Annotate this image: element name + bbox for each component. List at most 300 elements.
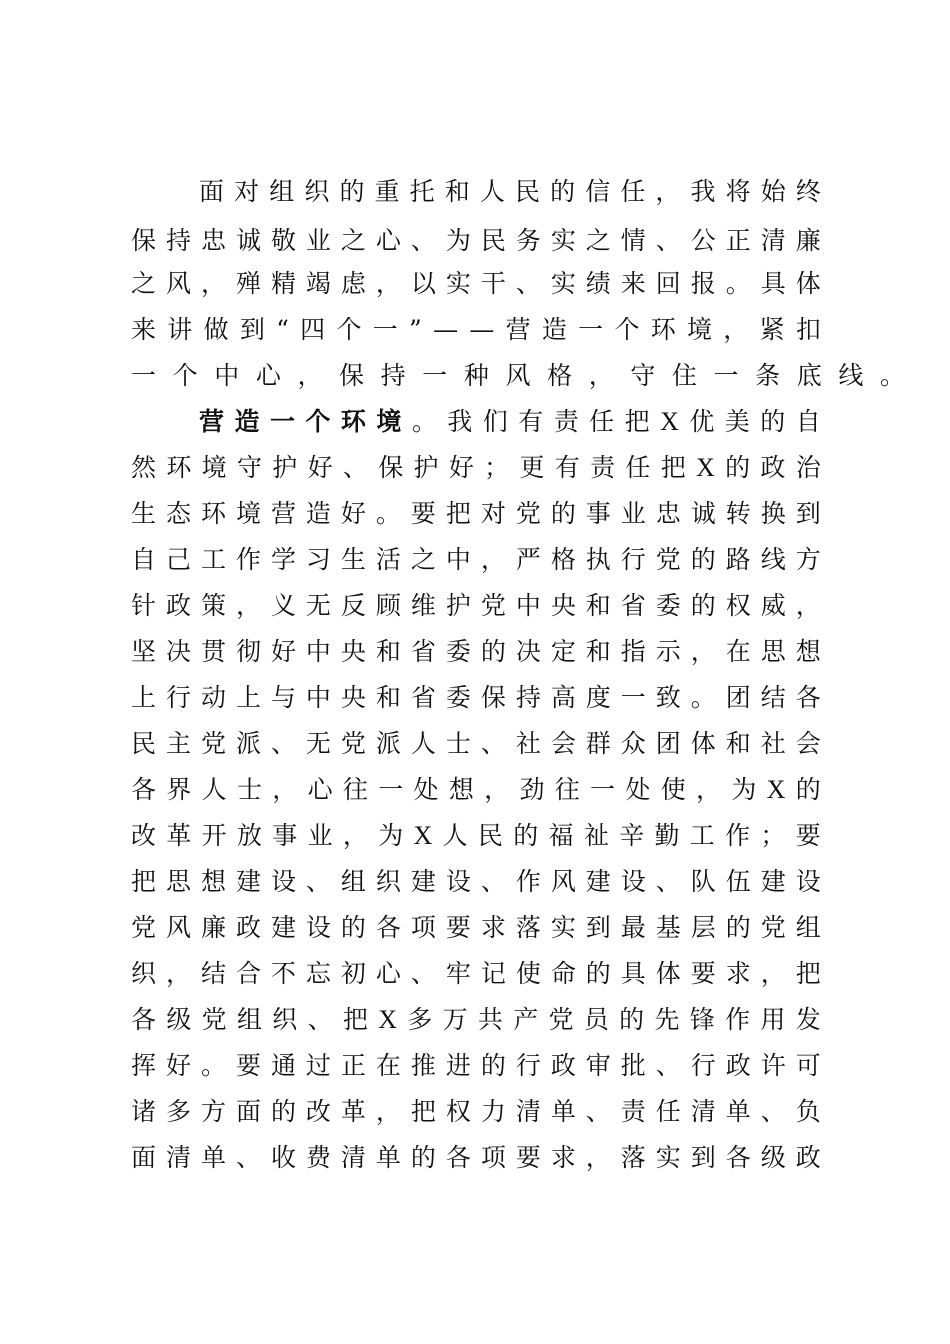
text-line — [131, 867, 821, 897]
glyph: 来 — [620, 269, 646, 298]
glyph: 信 — [585, 177, 611, 206]
glyph: 行 — [690, 1051, 716, 1080]
glyph: 改 — [305, 1097, 331, 1126]
glyph: 精 — [270, 269, 296, 298]
glyph: 殚 — [235, 269, 261, 298]
glyph: 把 — [342, 1005, 368, 1034]
glyph: 把 — [795, 959, 821, 988]
glyph: 始 — [760, 177, 786, 206]
glyph: X — [378, 1005, 397, 1034]
glyph: 、 — [307, 1005, 333, 1034]
glyph: 省 — [410, 637, 436, 666]
glyph: 、 — [480, 729, 506, 758]
glyph: 要 — [795, 821, 821, 850]
glyph: 命 — [550, 959, 576, 988]
glyph: 各 — [725, 1143, 751, 1172]
glyph: 风 — [165, 913, 191, 942]
glyph: 。 — [879, 361, 905, 390]
glyph: 委 — [655, 591, 681, 620]
glyph: 党 — [515, 499, 541, 528]
glyph: 作 — [515, 867, 541, 896]
glyph: 人 — [201, 775, 227, 804]
glyph: 好 — [448, 453, 474, 482]
glyph: 、 — [342, 453, 368, 482]
glyph: 然 — [131, 453, 157, 482]
glyph: ， — [588, 361, 614, 390]
glyph: 敬 — [270, 226, 296, 255]
glyph: 的 — [619, 1005, 645, 1034]
glyph: 想 — [795, 637, 821, 666]
glyph: 队 — [690, 867, 716, 896]
glyph: 定 — [550, 637, 576, 666]
glyph: 改 — [131, 821, 157, 850]
glyph: 组 — [340, 867, 366, 896]
glyph: 在 — [375, 1051, 401, 1080]
glyph: 群 — [585, 729, 611, 758]
glyph: 多 — [165, 1097, 191, 1126]
glyph: 责 — [620, 1097, 646, 1126]
glyph: 人 — [442, 821, 468, 850]
glyph: 要 — [515, 1143, 541, 1172]
glyph: 心 — [375, 959, 401, 988]
text-line — [131, 775, 821, 805]
glyph: 设 — [270, 867, 296, 896]
glyph: 守 — [630, 361, 656, 390]
glyph: 我 — [690, 177, 716, 206]
glyph: 力 — [480, 1097, 506, 1126]
glyph: X — [696, 453, 715, 482]
glyph: 用 — [760, 1005, 786, 1034]
glyph: 报 — [690, 269, 716, 298]
glyph: 环 — [650, 315, 676, 344]
glyph: 活 — [375, 545, 401, 574]
glyph: 处 — [625, 775, 651, 804]
glyph: 环 — [340, 407, 366, 436]
glyph: 党 — [131, 913, 157, 942]
text-line — [131, 226, 821, 256]
glyph: 士 — [445, 729, 471, 758]
glyph: 织 — [131, 959, 157, 988]
glyph: 造 — [234, 407, 260, 436]
glyph: 境 — [687, 315, 713, 344]
glyph: 有 — [554, 453, 580, 482]
glyph: 个 — [172, 361, 198, 390]
text-line — [131, 959, 821, 989]
glyph: 廉 — [200, 913, 226, 942]
glyph: 的 — [513, 821, 539, 850]
glyph: 级 — [760, 1143, 786, 1172]
glyph: 实 — [655, 1143, 681, 1172]
glyph: 作 — [725, 1005, 751, 1034]
glyph: 任 — [620, 177, 646, 206]
glyph: 的 — [550, 177, 576, 206]
glyph: 一 — [378, 775, 404, 804]
glyph: 万 — [442, 1005, 468, 1034]
glyph: 保 — [378, 453, 404, 482]
glyph: 任 — [589, 407, 615, 436]
glyph: 的 — [339, 177, 365, 206]
glyph: 之 — [131, 269, 157, 298]
glyph: 不 — [270, 959, 296, 988]
glyph: 团 — [655, 729, 681, 758]
glyph: 思 — [165, 867, 191, 896]
glyph: 派 — [375, 729, 401, 758]
glyph: 护 — [445, 591, 471, 620]
glyph: 想 — [448, 775, 474, 804]
glyph: 环 — [200, 499, 226, 528]
glyph: 营 — [199, 407, 225, 436]
glyph: 落 — [515, 913, 541, 942]
glyph: 对 — [234, 177, 260, 206]
glyph: 环 — [166, 453, 192, 482]
glyph: 到 — [239, 315, 265, 344]
glyph: 干 — [480, 269, 506, 298]
glyph: 各 — [375, 913, 401, 942]
glyph: 福 — [548, 821, 574, 850]
glyph: 好 — [307, 453, 333, 482]
glyph: 民 — [480, 226, 506, 255]
glyph: 学 — [270, 545, 296, 574]
glyph: 扣 — [795, 315, 821, 344]
glyph: 住 — [671, 361, 697, 390]
glyph: 使 — [515, 959, 541, 988]
glyph: 保 — [131, 226, 157, 255]
glyph: 做 — [203, 315, 229, 344]
glyph: 为 — [378, 821, 404, 850]
glyph: 清 — [340, 1143, 366, 1172]
glyph: 人 — [479, 177, 505, 206]
glyph: 无 — [305, 591, 331, 620]
glyph: 进 — [445, 1051, 471, 1080]
glyph: 我 — [447, 407, 473, 436]
glyph: 的 — [480, 637, 506, 666]
glyph: 对 — [480, 499, 506, 528]
glyph: 民 — [131, 729, 157, 758]
glyph: 到 — [585, 913, 611, 942]
glyph: 针 — [131, 591, 157, 620]
glyph: 、 — [305, 867, 331, 896]
glyph: 织 — [304, 177, 330, 206]
glyph: 和 — [725, 729, 751, 758]
glyph: 一 — [131, 361, 157, 390]
glyph: 最 — [620, 913, 646, 942]
glyph: 会 — [550, 729, 576, 758]
glyph: 实 — [445, 269, 471, 298]
glyph: 社 — [760, 729, 786, 758]
glyph: 高 — [550, 683, 576, 712]
glyph: 工 — [200, 545, 226, 574]
text-line — [199, 177, 821, 207]
text-line — [131, 683, 821, 713]
glyph: 党 — [480, 591, 506, 620]
glyph: 贯 — [200, 637, 226, 666]
glyph: 伍 — [725, 867, 751, 896]
glyph: 心 — [307, 775, 333, 804]
glyph: 度 — [585, 683, 611, 712]
glyph: 方 — [795, 545, 821, 574]
glyph: 态 — [165, 499, 191, 528]
glyph: 心 — [255, 361, 281, 390]
glyph: 、 — [515, 269, 541, 298]
glyph: 正 — [725, 226, 751, 255]
glyph: 四 — [300, 315, 326, 344]
glyph: 风 — [550, 867, 576, 896]
glyph: 把 — [410, 1097, 436, 1126]
glyph: 公 — [690, 226, 716, 255]
glyph: 要 — [445, 913, 471, 942]
glyph: 行 — [165, 683, 191, 712]
glyph: 上 — [131, 683, 157, 712]
glyph: 、 — [270, 729, 296, 758]
glyph: 正 — [340, 1051, 366, 1080]
glyph: 往 — [342, 775, 368, 804]
glyph: X — [413, 821, 433, 850]
glyph: 底 — [796, 361, 822, 390]
glyph: 政 — [760, 453, 786, 482]
glyph: ， — [690, 637, 716, 666]
glyph: 界 — [166, 775, 192, 804]
glyph: 为 — [445, 226, 471, 255]
glyph: 诸 — [131, 1097, 157, 1126]
glyph: 民 — [477, 821, 503, 850]
glyph: 党 — [201, 1005, 227, 1034]
glyph: 指 — [620, 637, 646, 666]
glyph: 更 — [519, 453, 545, 482]
glyph: 格 — [547, 361, 573, 390]
glyph: 建 — [270, 913, 296, 942]
glyph: 习 — [305, 545, 331, 574]
glyph: 要 — [235, 1051, 261, 1080]
glyph: — — [469, 315, 495, 344]
glyph: ， — [585, 1143, 611, 1172]
glyph: 。 — [690, 683, 716, 712]
glyph: 一 — [422, 361, 448, 390]
glyph: 责 — [553, 407, 579, 436]
glyph: 团 — [725, 683, 751, 712]
glyph: 与 — [270, 683, 296, 712]
glyph: 之 — [585, 226, 611, 255]
glyph: 求 — [550, 1143, 576, 1172]
glyph: 持 — [380, 361, 406, 390]
glyph: 自 — [795, 407, 821, 436]
glyph: 清 — [165, 1143, 191, 1172]
glyph: 开 — [201, 821, 227, 850]
glyph: 好 — [340, 499, 366, 528]
glyph: 、 — [480, 867, 506, 896]
glyph: 基 — [655, 913, 681, 942]
glyph: 事 — [585, 499, 611, 528]
text-line — [131, 545, 821, 575]
glyph: 会 — [795, 729, 821, 758]
glyph: 设 — [305, 913, 331, 942]
text-line — [131, 821, 821, 851]
text-line — [131, 453, 821, 483]
text-line — [131, 1143, 821, 1173]
glyph: 民 — [514, 177, 540, 206]
glyph: 众 — [620, 729, 646, 758]
glyph: ， — [200, 269, 226, 298]
glyph: 多 — [407, 1005, 433, 1034]
glyph: 可 — [795, 1051, 821, 1080]
glyph: 中 — [214, 361, 240, 390]
glyph: 的 — [550, 499, 576, 528]
glyph: 、 — [410, 226, 436, 255]
glyph: 个 — [305, 407, 331, 436]
glyph: 实 — [550, 913, 576, 942]
glyph: 祉 — [583, 821, 609, 850]
text-line — [131, 1005, 821, 1035]
glyph: 一 — [578, 315, 604, 344]
glyph: 一 — [620, 683, 646, 712]
glyph: 上 — [235, 683, 261, 712]
glyph: 士 — [236, 775, 262, 804]
glyph: — — [433, 315, 459, 344]
glyph: 任 — [625, 453, 651, 482]
glyph: 勤 — [654, 821, 680, 850]
glyph: 风 — [505, 361, 531, 390]
glyph: 之 — [340, 226, 366, 255]
glyph: 一 — [372, 315, 398, 344]
glyph: 托 — [409, 177, 435, 206]
glyph: 护 — [272, 453, 298, 482]
glyph: 个 — [614, 315, 640, 344]
glyph: 一 — [713, 361, 739, 390]
glyph: 以 — [410, 269, 436, 298]
glyph: 虑 — [340, 269, 366, 298]
glyph: 、 — [585, 1097, 611, 1126]
glyph: 。 — [375, 499, 401, 528]
glyph: 行 — [620, 545, 646, 574]
glyph: 委 — [445, 637, 471, 666]
text-line — [131, 729, 821, 759]
glyph: 行 — [515, 1051, 541, 1080]
glyph: 风 — [165, 269, 191, 298]
glyph: 生 — [131, 499, 157, 528]
glyph: 生 — [340, 545, 366, 574]
glyph: 建 — [760, 867, 786, 896]
glyph: ， — [484, 775, 510, 804]
glyph: 坚 — [131, 637, 157, 666]
glyph: 的 — [725, 453, 751, 482]
glyph: 员 — [583, 1005, 609, 1034]
glyph: ， — [795, 591, 821, 620]
glyph: 单 — [200, 1143, 226, 1172]
glyph: 挥 — [131, 1051, 157, 1080]
glyph: 忘 — [305, 959, 331, 988]
glyph: 要 — [410, 499, 436, 528]
glyph: 具 — [760, 269, 786, 298]
glyph: 、 — [655, 226, 681, 255]
glyph: ， — [375, 1097, 401, 1126]
glyph: 组 — [269, 177, 295, 206]
glyph: 。 — [200, 1051, 226, 1080]
glyph: 先 — [654, 1005, 680, 1034]
glyph: 致 — [655, 683, 681, 712]
glyph: 业 — [307, 821, 333, 850]
glyph: 业 — [620, 499, 646, 528]
glyph: 体 — [690, 729, 716, 758]
glyph: 主 — [165, 729, 191, 758]
glyph: 党 — [200, 729, 226, 758]
glyph: X — [660, 407, 679, 436]
glyph: 作 — [725, 821, 751, 850]
glyph: 营 — [270, 499, 296, 528]
glyph: 政 — [550, 1051, 576, 1080]
glyph: 们 — [482, 407, 508, 436]
glyph: 人 — [410, 729, 436, 758]
glyph: 和 — [375, 637, 401, 666]
glyph: 条 — [755, 361, 781, 390]
glyph: 、 — [655, 1051, 681, 1080]
glyph: 中 — [305, 683, 331, 712]
text-line-with-lead — [199, 407, 821, 437]
glyph: 各 — [445, 1143, 471, 1172]
text-line — [131, 1097, 821, 1127]
glyph: 到 — [795, 499, 821, 528]
glyph: ， — [342, 821, 368, 850]
glyph: 织 — [375, 867, 401, 896]
glyph: 设 — [620, 867, 646, 896]
glyph: 革 — [340, 1097, 366, 1126]
glyph: 动 — [200, 683, 226, 712]
glyph: 将 — [725, 177, 751, 206]
glyph: 求 — [480, 913, 506, 942]
text-line — [131, 591, 821, 621]
glyph: 营 — [505, 315, 531, 344]
glyph: 绩 — [585, 269, 611, 298]
glyph: 放 — [236, 821, 262, 850]
glyph: 工 — [689, 821, 715, 850]
glyph: 造 — [305, 499, 331, 528]
glyph: 想 — [200, 867, 226, 896]
glyph: 线 — [760, 545, 786, 574]
glyph: 义 — [270, 591, 296, 620]
glyph: 往 — [554, 775, 580, 804]
glyph: 负 — [795, 1097, 821, 1126]
glyph: 维 — [410, 591, 436, 620]
glyph: 推 — [410, 1051, 436, 1080]
glyph: 终 — [795, 177, 821, 206]
glyph: 顾 — [375, 591, 401, 620]
glyph: 、 — [235, 1143, 261, 1172]
glyph: 劲 — [519, 775, 545, 804]
glyph: 社 — [515, 729, 541, 758]
glyph: 转 — [725, 499, 751, 528]
glyph: 政 — [725, 1051, 751, 1080]
glyph: 的 — [410, 1143, 436, 1172]
glyph: 反 — [340, 591, 366, 620]
glyph: 派 — [235, 729, 261, 758]
glyph: 把 — [131, 867, 157, 896]
glyph: 把 — [660, 453, 686, 482]
glyph: 优 — [689, 407, 715, 436]
glyph: 和 — [585, 637, 611, 666]
glyph: 一 — [269, 407, 295, 436]
glyph: 各 — [795, 683, 821, 712]
glyph: 层 — [690, 913, 716, 942]
glyph: 有 — [518, 407, 544, 436]
glyph: ； — [760, 821, 786, 850]
text-line — [131, 913, 821, 943]
glyph: 批 — [620, 1051, 646, 1080]
glyph: 之 — [410, 545, 436, 574]
glyph: 建 — [410, 867, 436, 896]
glyph: 单 — [375, 1143, 401, 1172]
glyph: ， — [480, 545, 506, 574]
glyph: 事 — [272, 821, 298, 850]
glyph: 审 — [585, 1051, 611, 1080]
glyph: 无 — [305, 729, 331, 758]
